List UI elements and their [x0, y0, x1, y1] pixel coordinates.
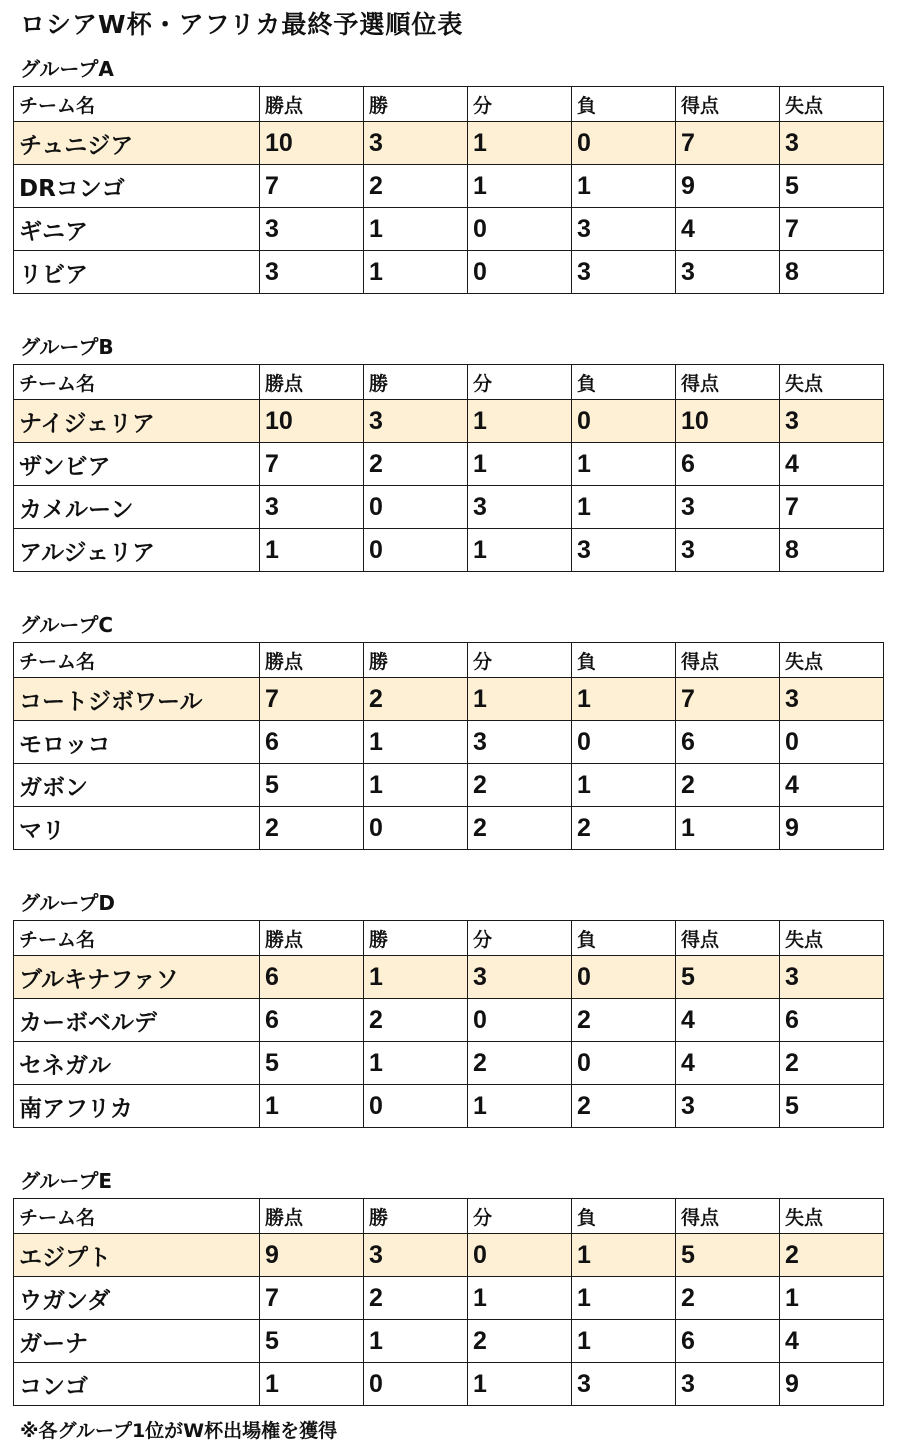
column-header-points: 勝点	[260, 921, 364, 956]
cell-team: ブルキナファソ	[14, 956, 260, 999]
cell-team: ザンビア	[14, 443, 260, 486]
cell-losses: 2	[572, 999, 676, 1042]
cell-draws: 2	[468, 764, 572, 807]
cell-losses: 1	[572, 486, 676, 529]
table-header-row	[14, 1199, 884, 1234]
column-header-team: チーム名	[14, 643, 260, 678]
cell-wins: 3	[364, 1234, 468, 1277]
column-header-goals-against: 失点	[780, 1199, 884, 1234]
table-row-leader	[14, 400, 884, 443]
table-row	[14, 443, 884, 486]
group-section	[13, 50, 883, 294]
column-header-goals-for: 得点	[676, 921, 780, 956]
column-header-team: チーム名	[14, 365, 260, 400]
cell-draws: 1	[468, 678, 572, 721]
column-header-wins: 勝	[364, 1199, 468, 1234]
cell-draws: 3	[468, 486, 572, 529]
cell-losses: 1	[572, 1277, 676, 1320]
cell-wins: 0	[364, 529, 468, 572]
cell-goals-against: 0	[780, 721, 884, 764]
column-header-draws: 分	[468, 921, 572, 956]
table-row-leader	[14, 678, 884, 721]
page-title: ロシアW杯・アフリカ最終予選順位表	[20, 10, 464, 39]
table-row	[14, 165, 884, 208]
cell-team: セネガル	[14, 1042, 260, 1085]
cell-draws: 1	[468, 529, 572, 572]
cell-draws: 3	[468, 721, 572, 764]
cell-draws: 1	[468, 122, 572, 165]
cell-goals-for: 5	[676, 956, 780, 999]
cell-draws: 3	[468, 956, 572, 999]
cell-losses: 2	[572, 807, 676, 850]
cell-goals-for: 6	[676, 443, 780, 486]
cell-team: カーボベルデ	[14, 999, 260, 1042]
cell-goals-for: 5	[676, 1234, 780, 1277]
cell-wins: 1	[364, 1320, 468, 1363]
cell-draws: 0	[468, 1234, 572, 1277]
cell-wins: 1	[364, 208, 468, 251]
cell-points: 7	[260, 443, 364, 486]
column-header-goals-for: 得点	[676, 365, 780, 400]
cell-losses: 0	[572, 1042, 676, 1085]
column-header-goals-for: 得点	[676, 643, 780, 678]
cell-losses: 1	[572, 1234, 676, 1277]
cell-goals-against: 7	[780, 486, 884, 529]
cell-draws: 0	[468, 208, 572, 251]
cell-wins: 1	[364, 251, 468, 294]
cell-team: リビア	[14, 251, 260, 294]
cell-draws: 1	[468, 443, 572, 486]
table-row	[14, 1042, 884, 1085]
cell-points: 5	[260, 1042, 364, 1085]
column-header-goals-for: 得点	[676, 1199, 780, 1234]
cell-losses: 1	[572, 764, 676, 807]
cell-goals-against: 9	[780, 1363, 884, 1406]
cell-draws: 1	[468, 1085, 572, 1128]
cell-points: 9	[260, 1234, 364, 1277]
cell-points: 3	[260, 251, 364, 294]
cell-wins: 2	[364, 165, 468, 208]
cell-losses: 1	[572, 443, 676, 486]
cell-goals-against: 3	[780, 678, 884, 721]
footnote: ※各グループ1位がW杯出場権を獲得	[20, 1420, 338, 1442]
column-header-points: 勝点	[260, 87, 364, 122]
column-header-points: 勝点	[260, 365, 364, 400]
cell-points: 10	[260, 400, 364, 443]
cell-goals-for: 6	[676, 1320, 780, 1363]
column-header-wins: 勝	[364, 365, 468, 400]
column-header-goals-against: 失点	[780, 643, 884, 678]
cell-team: ウガンダ	[14, 1277, 260, 1320]
cell-losses: 3	[572, 1363, 676, 1406]
cell-losses: 0	[572, 721, 676, 764]
cell-points: 5	[260, 764, 364, 807]
cell-wins: 2	[364, 443, 468, 486]
table-row	[14, 1277, 884, 1320]
cell-team: コンゴ	[14, 1363, 260, 1406]
column-header-losses: 負	[572, 1199, 676, 1234]
cell-goals-against: 7	[780, 208, 884, 251]
table-row	[14, 486, 884, 529]
cell-draws: 1	[468, 165, 572, 208]
cell-wins: 2	[364, 1277, 468, 1320]
cell-wins: 1	[364, 721, 468, 764]
cell-team: エジプト	[14, 1234, 260, 1277]
cell-goals-for: 4	[676, 208, 780, 251]
cell-goals-for: 4	[676, 999, 780, 1042]
column-header-draws: 分	[468, 87, 572, 122]
cell-team: ギニア	[14, 208, 260, 251]
table-row-leader	[14, 122, 884, 165]
cell-goals-for: 3	[676, 251, 780, 294]
cell-team: ガーナ	[14, 1320, 260, 1363]
cell-points: 7	[260, 1277, 364, 1320]
cell-goals-for: 7	[676, 678, 780, 721]
column-header-losses: 負	[572, 87, 676, 122]
cell-losses: 1	[572, 165, 676, 208]
cell-team: チュニジア	[14, 122, 260, 165]
cell-wins: 0	[364, 1085, 468, 1128]
group-section	[13, 884, 883, 1128]
cell-losses: 3	[572, 529, 676, 572]
column-header-team: チーム名	[14, 1199, 260, 1234]
cell-points: 2	[260, 807, 364, 850]
cell-losses: 0	[572, 956, 676, 999]
cell-points: 6	[260, 721, 364, 764]
cell-wins: 3	[364, 400, 468, 443]
table-row	[14, 999, 884, 1042]
cell-losses: 2	[572, 1085, 676, 1128]
cell-wins: 2	[364, 999, 468, 1042]
cell-wins: 1	[364, 1042, 468, 1085]
cell-losses: 0	[572, 400, 676, 443]
cell-goals-against: 5	[780, 165, 884, 208]
group-section	[13, 606, 883, 850]
column-header-losses: 負	[572, 921, 676, 956]
column-header-losses: 負	[572, 643, 676, 678]
column-header-wins: 勝	[364, 921, 468, 956]
cell-points: 1	[260, 529, 364, 572]
table-row	[14, 529, 884, 572]
table-row-leader	[14, 956, 884, 999]
table-row	[14, 721, 884, 764]
cell-goals-against: 3	[780, 956, 884, 999]
cell-team: コートジボワール	[14, 678, 260, 721]
group-label: グループB	[20, 335, 114, 359]
cell-points: 1	[260, 1363, 364, 1406]
group-label: グループE	[20, 1169, 113, 1193]
cell-points: 1	[260, 1085, 364, 1128]
column-header-goals-against: 失点	[780, 921, 884, 956]
standings-table	[13, 1198, 884, 1406]
cell-goals-against: 3	[780, 400, 884, 443]
cell-draws: 2	[468, 1042, 572, 1085]
cell-wins: 3	[364, 122, 468, 165]
cell-goals-against: 2	[780, 1042, 884, 1085]
cell-points: 7	[260, 678, 364, 721]
standings-table	[13, 364, 884, 572]
cell-goals-for: 9	[676, 165, 780, 208]
cell-team: カメルーン	[14, 486, 260, 529]
cell-wins: 1	[364, 764, 468, 807]
cell-goals-against: 5	[780, 1085, 884, 1128]
table-header-row	[14, 643, 884, 678]
cell-draws: 0	[468, 251, 572, 294]
cell-goals-for: 10	[676, 400, 780, 443]
table-row	[14, 208, 884, 251]
cell-losses: 1	[572, 1320, 676, 1363]
cell-goals-for: 7	[676, 122, 780, 165]
group-section	[13, 328, 883, 572]
cell-wins: 1	[364, 956, 468, 999]
group-label: グループC	[20, 613, 114, 637]
cell-team: マリ	[14, 807, 260, 850]
table-row	[14, 1320, 884, 1363]
cell-points: 3	[260, 208, 364, 251]
standings-table	[13, 86, 884, 294]
column-header-points: 勝点	[260, 1199, 364, 1234]
cell-team: ナイジェリア	[14, 400, 260, 443]
cell-goals-against: 8	[780, 529, 884, 572]
cell-losses: 3	[572, 251, 676, 294]
cell-goals-against: 2	[780, 1234, 884, 1277]
cell-goals-against: 4	[780, 1320, 884, 1363]
cell-wins: 0	[364, 807, 468, 850]
cell-goals-against: 4	[780, 764, 884, 807]
cell-points: 10	[260, 122, 364, 165]
cell-points: 5	[260, 1320, 364, 1363]
column-header-goals-against: 失点	[780, 365, 884, 400]
table-row	[14, 251, 884, 294]
cell-goals-for: 3	[676, 486, 780, 529]
cell-goals-against: 3	[780, 122, 884, 165]
cell-draws: 1	[468, 1277, 572, 1320]
column-header-wins: 勝	[364, 643, 468, 678]
table-row	[14, 1085, 884, 1128]
table-header-row	[14, 921, 884, 956]
cell-team: DRコンゴ	[14, 165, 260, 208]
cell-goals-for: 1	[676, 807, 780, 850]
table-row-leader	[14, 1234, 884, 1277]
cell-team: 南アフリカ	[14, 1085, 260, 1128]
column-header-team: チーム名	[14, 921, 260, 956]
cell-losses: 1	[572, 678, 676, 721]
column-header-team: チーム名	[14, 87, 260, 122]
column-header-goals-for: 得点	[676, 87, 780, 122]
cell-goals-for: 3	[676, 1363, 780, 1406]
column-header-losses: 負	[572, 365, 676, 400]
table-header-row	[14, 87, 884, 122]
cell-draws: 2	[468, 807, 572, 850]
cell-losses: 0	[572, 122, 676, 165]
cell-points: 6	[260, 999, 364, 1042]
cell-draws: 0	[468, 999, 572, 1042]
table-header-row	[14, 365, 884, 400]
column-header-points: 勝点	[260, 643, 364, 678]
cell-goals-for: 6	[676, 721, 780, 764]
cell-draws: 1	[468, 1363, 572, 1406]
cell-goals-for: 3	[676, 529, 780, 572]
group-label: グループD	[20, 891, 116, 915]
cell-wins: 0	[364, 486, 468, 529]
cell-wins: 0	[364, 1363, 468, 1406]
standings-table	[13, 920, 884, 1128]
column-header-wins: 勝	[364, 87, 468, 122]
cell-team: ガボン	[14, 764, 260, 807]
standings-table	[13, 642, 884, 850]
cell-goals-for: 3	[676, 1085, 780, 1128]
cell-goals-against: 6	[780, 999, 884, 1042]
group-section	[13, 1162, 883, 1406]
cell-wins: 2	[364, 678, 468, 721]
cell-goals-against: 4	[780, 443, 884, 486]
cell-team: モロッコ	[14, 721, 260, 764]
table-row	[14, 807, 884, 850]
table-row	[14, 1363, 884, 1406]
column-header-draws: 分	[468, 1199, 572, 1234]
cell-losses: 3	[572, 208, 676, 251]
cell-goals-against: 1	[780, 1277, 884, 1320]
column-header-draws: 分	[468, 365, 572, 400]
cell-goals-for: 2	[676, 764, 780, 807]
cell-goals-for: 4	[676, 1042, 780, 1085]
group-label: グループA	[20, 57, 114, 81]
cell-goals-against: 8	[780, 251, 884, 294]
table-row	[14, 764, 884, 807]
column-header-goals-against: 失点	[780, 87, 884, 122]
cell-points: 6	[260, 956, 364, 999]
cell-goals-against: 9	[780, 807, 884, 850]
column-header-draws: 分	[468, 643, 572, 678]
cell-goals-for: 2	[676, 1277, 780, 1320]
cell-team: アルジェリア	[14, 529, 260, 572]
cell-draws: 1	[468, 400, 572, 443]
cell-points: 3	[260, 486, 364, 529]
cell-draws: 2	[468, 1320, 572, 1363]
cell-points: 7	[260, 165, 364, 208]
